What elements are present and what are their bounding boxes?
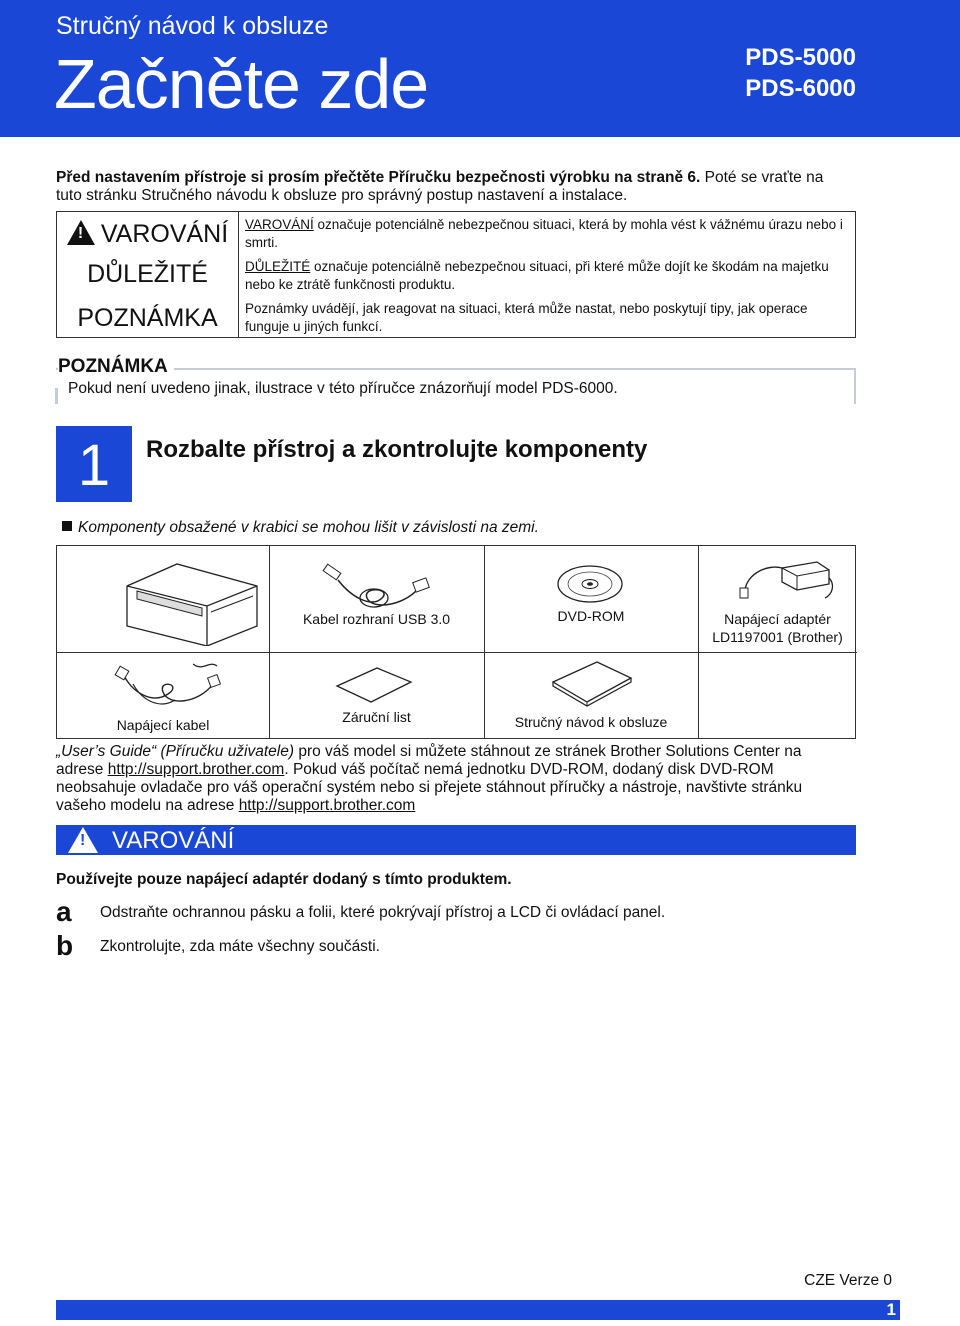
step-letter: b <box>56 930 74 961</box>
component-label-line: LD1197001 (Brother) <box>712 629 843 645</box>
square-bullet-icon <box>62 521 72 531</box>
bullet-note <box>62 519 539 537</box>
component-label: Napájecí kabel <box>116 717 210 733</box>
note-text: Pokud není uvedeno jinak, ilustrace v této příručce znázorňují model PDS-6000. <box>68 380 618 397</box>
note-box-tick <box>55 388 58 404</box>
divider <box>238 212 239 337</box>
support-link[interactable]: http://support.brother.com <box>238 797 416 814</box>
model-name: PDS-5000 <box>745 44 856 71</box>
model-name: PDS-6000 <box>745 75 856 102</box>
step-text: Zkontrolujte, zda máte všechny součásti. <box>100 938 380 955</box>
model-list <box>745 42 856 104</box>
doc-subtitle: Stručný návod k obsluze <box>56 12 329 40</box>
grid-divider <box>484 546 485 738</box>
paragraph-text: pro váš model si můžete stáhnout ze stránek Brother Solutions Center na adrese <box>56 743 802 778</box>
legend-term-warning <box>57 220 238 249</box>
component-label-line: Napájecí adaptér <box>724 611 831 627</box>
legend-desc-warning <box>245 216 855 252</box>
component-label: Stručný návod k obsluze <box>514 714 668 730</box>
component-label <box>698 610 857 646</box>
component-label: Záruční list <box>342 709 411 725</box>
warning-icon: ! <box>67 220 95 245</box>
footer-bar <box>56 1300 900 1320</box>
note-box <box>56 368 856 404</box>
doc-title: Začněte zde <box>54 45 429 123</box>
note-heading: POZNÁMKA <box>58 356 174 378</box>
usb-cable-illustration <box>312 558 442 618</box>
paragraph-text: . Pokud váš počítač nemá jednotku DVD-ROM, dodaný disk DVD-ROM neobsahuje ovladače pro váš operační systém nebo si přejete stáhnout příručky a nástroje, navštivte stránku vašeho modelu na adrese <box>56 761 803 814</box>
warning-icon: ! <box>68 827 98 853</box>
adapter-illustration <box>737 554 837 604</box>
components-grid <box>56 545 856 739</box>
warning-bar <box>56 825 856 855</box>
step-number: 1 <box>56 426 132 502</box>
bullet-text: Komponenty obsažené v krabici se mohou lišit v závislosti na zemi. <box>78 519 539 536</box>
legend-desc-important <box>245 258 855 294</box>
legend-desc-note: Poznámky uvádějí, jak reagovat na situaci, která může nastat, nebo poskytují tipy, jak operace funguje u jiných funkcí. <box>245 301 808 334</box>
intro-line2: tuto stránku Stručného návodu k obsluze pro správný postup nastavení a instalace. <box>56 187 628 204</box>
step-text: Odstraňte ochrannou pásku a folii, které pokrývají přístroj a LCD či ovládací panel. <box>100 904 666 921</box>
warranty-card-illustration <box>329 664 419 706</box>
warning-text: Používejte pouze napájecí adaptér dodaný s tímto produktem. <box>56 871 512 888</box>
symbol-legend-table <box>56 211 856 338</box>
component-label: DVD-ROM <box>557 608 625 624</box>
page-number: 1 <box>886 1300 896 1319</box>
intro-rest: Poté se vraťte na <box>700 169 824 186</box>
guide-title: „User’s Guide“ (Příručku uživatele) <box>56 743 295 760</box>
support-link[interactable]: http://support.brother.com <box>107 761 285 778</box>
power-cable-illustration <box>113 654 223 714</box>
intro-bold: Před nastavením přístroje si prosím přečtěte Příručku bezpečnosti výrobku na straně 6. <box>56 169 701 186</box>
legend-desc-text: označuje potenciálně nebezpečnou situaci, která by mohla vést k vážnému úrazu nebo i smrti. <box>245 217 843 250</box>
step-title: Rozbalte přístroj a zkontrolujte komponenty <box>146 436 648 463</box>
warning-label: VAROVÁNÍ <box>112 827 235 854</box>
header-banner <box>0 0 960 137</box>
legend-term-important: DŮLEŽITÉ <box>87 260 208 288</box>
legend-desc-term: VAROVÁNÍ <box>245 217 314 232</box>
quick-guide-illustration <box>547 656 637 712</box>
legend-term-note: POZNÁMKA <box>77 304 218 332</box>
grid-divider <box>57 652 857 653</box>
component-label: Kabel rozhraní USB 3.0 <box>302 611 451 627</box>
users-guide-paragraph <box>56 743 836 815</box>
intro-text <box>56 169 906 205</box>
legend-desc-term: DŮLEŽITÉ <box>245 259 311 274</box>
legend-term-label: VAROVÁNÍ <box>100 220 229 248</box>
version-label: CZE Verze 0 <box>804 1272 892 1289</box>
dvd-illustration <box>555 562 625 606</box>
legend-desc-text: označuje potenciálně nebezpečnou situaci, při které může dojít ke škodám na majetku nebo ke ztrátě funkčnosti produktu. <box>245 259 829 292</box>
scanner-illustration <box>107 556 267 646</box>
step-letter: a <box>56 896 72 927</box>
